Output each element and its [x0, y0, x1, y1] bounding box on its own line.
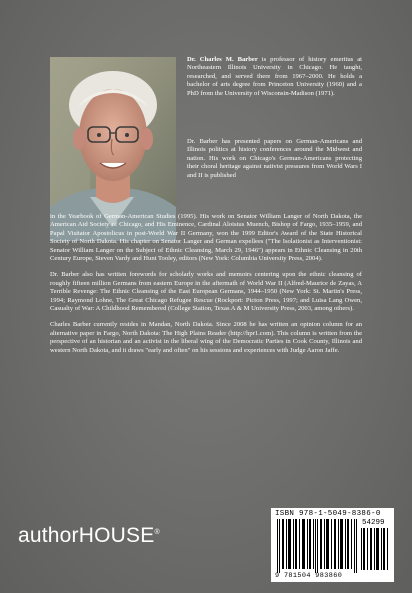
bio-paragraph-1-text: is professor of history emeritus at Northeastern Illinois University in Chicago. He taught, researched, and served there from 1967–2000. He holds a bachelor of arts degree from Princeton University (1960) and a PhD from the University of Wisconsin-Madison (1971). — [187, 56, 362, 97]
barcode-digits: 9 781504 983860 — [275, 572, 343, 580]
ean-barcode-icon — [275, 519, 359, 573]
bio-paragraph-2-side — [187, 138, 362, 180]
bio-paragraph-2-side-text: Dr. Barber has presented papers on German-Americans and Illinois politics at history conferences around the Midwest and nation. His work on Chicago's German-Americans protecting their choral heritage against nativist pressures from World Wars I and II is published — [187, 138, 362, 179]
isbn-barcode — [271, 508, 394, 582]
bio-paragraph-3: Dr. Barber also has written forewords for scholarly works and memoirs centering upon the ethnic cleansing of roughly fifteen million Germans from eastern Europe in the aftermath of World War II (Alfred-Maurice de Zayas, A Terrible Revenge: The Ethnic Cleansing of the East European Germans, 1944–1950 (New York: St. Martin's Press, 1994; Raymond Lohne, The Great Chicago Refugee Rescue (Rockport: Picton Press, 1997; and Luisa Lang Owen, Casualty of War: A Childhood Remembered (College Station, Texas A & M University Press, 2003, among others). — [50, 271, 362, 313]
price-code: 54299 — [362, 519, 385, 527]
bio-continued — [50, 213, 362, 363]
registered-mark: ® — [154, 529, 160, 536]
addon-barcode-icon — [361, 528, 389, 570]
publisher-logo-part-2: HOUSE — [78, 524, 155, 547]
bio-paragraph-1 — [187, 56, 362, 98]
publisher-logo-part-1: author — [18, 524, 79, 547]
author-name: Dr. Charles M. Barber — [187, 56, 258, 63]
bio-paragraph-4: Charles Barber currently resides in Mandan, North Dakota. Since 2008 he has written an opinion column for an alternative paper in Fargo, North Dakota: The High Plains Reader (http://hpr1.com). This column is written from the perspective of an historian and an activist in the liberal wing of the Democratic Parties in Cook County, Illinois and western North Dakota, and it draws "early and often" on his sessions and experiences with Judge Aaron Jaffe. — [50, 321, 362, 354]
bio-paragraph-2-rest: in the Yearbook of German-American Studies (1995). His work on Senator William Langer of North Dakota, the American Aid Society of Chicago, and His Eminence, Cardinal Aloisius Muench, Bishop of Fargo, 1935–1959, and Papal Visitator Apostolicus in post-World War II Germany, won the 1999 Editor's Award of the State Historical Society of North Dakota. His chapter on Senator Langer and German expellees ("The Isolationist as Interventionist: Senator William Langer on the Subject of Ethnic Cleansing, March 29, 1946") appears in Ethnic Cleansing in 20th Century Europe, Steven Vardy and Hunt Tooley, editors (New York: Columbia University Press, 2004). — [50, 213, 362, 263]
isbn-label: ISBN 978-1-5049-8386-0 — [275, 510, 381, 518]
publisher-logo — [18, 524, 160, 548]
